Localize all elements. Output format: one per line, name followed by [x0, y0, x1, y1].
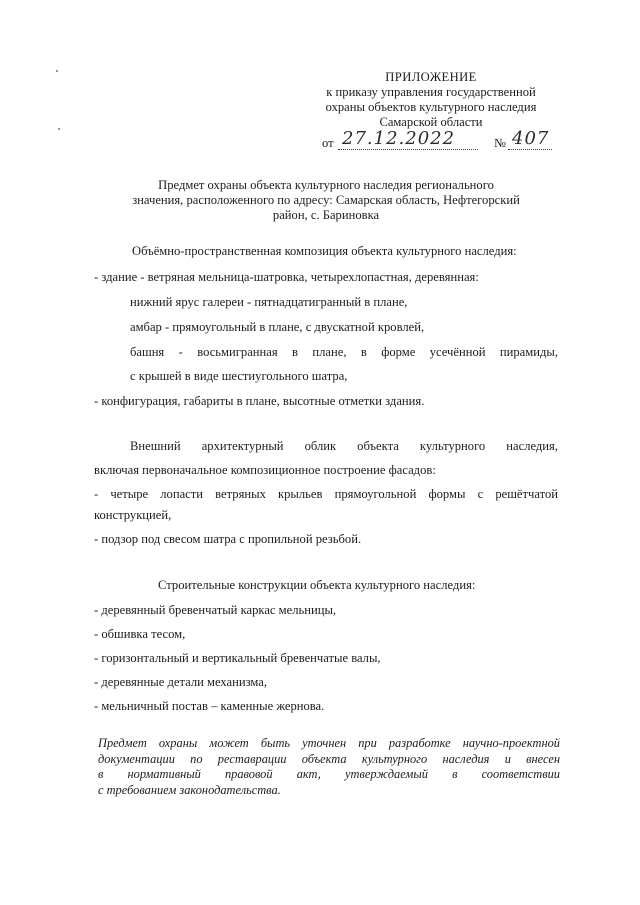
list-item: - горизонтальный и вертикальный бревенчатые валы,	[94, 651, 381, 665]
list-item: - обшивка тесом,	[94, 627, 186, 641]
list-item: с крышей в виде шестиугольного шатра,	[130, 369, 348, 383]
order-date-number	[322, 130, 562, 150]
list-item	[94, 487, 558, 523]
list-item: - подзор под свесом шатра с пропильной резьбой.	[94, 532, 362, 546]
date-prefix: от	[322, 136, 334, 150]
list-item: - мельничный постав – каменные жернова.	[94, 699, 325, 713]
protection-subject-title	[106, 178, 546, 223]
subject-line: район, с. Бариновка	[272, 208, 380, 222]
note-line: документации по реставрации объекта культурного наследия и внесен	[98, 751, 560, 766]
list-item: - деревянный бревенчатый каркас мельницы,	[94, 603, 337, 617]
appendix-title: ПРИЛОЖЕНИЕ	[385, 70, 477, 84]
handwritten-date: 27.12.2022	[342, 128, 456, 149]
list-item: - деревянные детали механизма,	[94, 675, 268, 689]
section-facade-heading	[130, 439, 558, 454]
date-underline	[338, 149, 478, 150]
scan-speck	[56, 70, 58, 72]
number-prefix: №	[494, 136, 507, 150]
number-underline	[508, 149, 552, 150]
section-constructions-heading: Строительные конструкции объекта культурного наследия:	[158, 578, 476, 592]
appendix-line: к приказу управления государственной	[326, 85, 536, 99]
appendix-header	[306, 70, 556, 130]
paragraph-line: конструкцией,	[94, 508, 172, 522]
note-line: Предмет охраны может быть уточнен при разработке научно-проектной	[98, 736, 560, 750]
list-item: амбар - прямоугольный в плане, с двускатной кровлей,	[130, 320, 425, 334]
scan-speck	[58, 128, 60, 130]
section-spatial-heading: Объёмно-пространственная композиция объекта культурного наследия:	[132, 244, 517, 258]
clarification-note	[98, 736, 560, 798]
subject-line: значения, расположенного по адресу: Самарская область, Нефтегорский	[132, 193, 520, 207]
paragraph-line: Внешний архитектурный облик объекта культурного наследия,	[130, 439, 558, 453]
paragraph-line: включая первоначальное композиционное построение фасадов:	[94, 463, 436, 477]
handwritten-number: 407	[512, 128, 550, 149]
subject-line: Предмет охраны объекта культурного наследия регионального	[158, 178, 494, 192]
appendix-line: охраны объектов культурного наследия	[325, 100, 537, 114]
paragraph-line: - четыре лопасти ветряных крыльев прямоугольной формы с решётчатой	[94, 487, 558, 501]
list-item: нижний ярус галереи - пятнадцатигранный в плане,	[130, 295, 408, 309]
tower-description	[130, 345, 558, 360]
note-line: в нормативный правовой акт, утверждаемый в соответствии	[98, 767, 560, 781]
list-item: - здание - ветряная мельница-шатровка, четырехлопастная, деревянная:	[94, 270, 479, 284]
list-item: - конфигурация, габариты в плане, высотные отметки здания.	[94, 394, 425, 408]
appendix-line: Самарской области	[379, 115, 483, 129]
paragraph-line: башня - восьмигранная в плане, в форме усечённой пирамиды,	[130, 345, 558, 359]
note-line: с требованием законодательства.	[98, 782, 281, 797]
